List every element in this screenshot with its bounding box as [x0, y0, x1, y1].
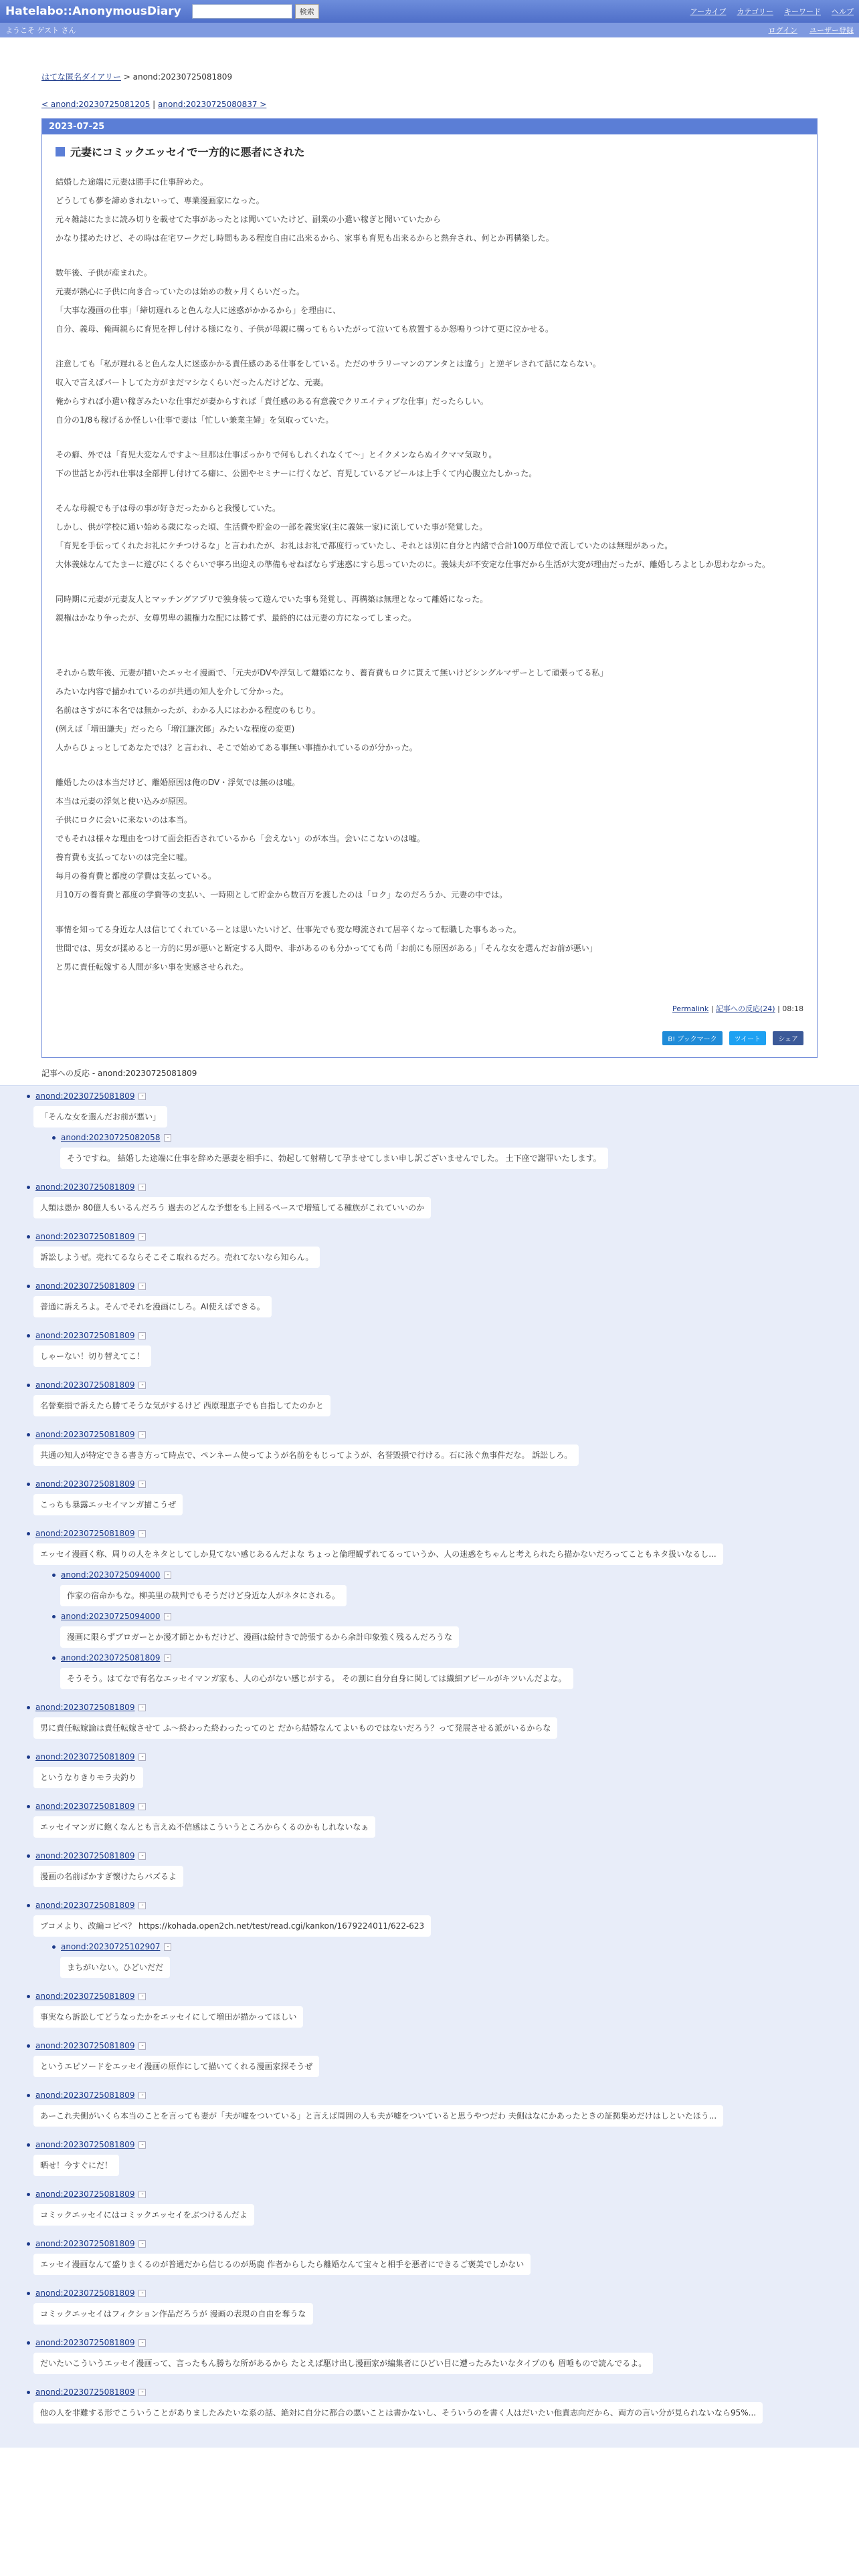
collapse-toggle-icon[interactable]: - — [138, 1233, 146, 1241]
child-response-item — [52, 1942, 859, 1983]
response-text: あーこれ夫側がいくら本当のことを言っても妻が「夫が嘘をついている」と言えば周囲の人も夫が嘘をついていると思うやつだわ 夫側はなにかあったときの証拠集めだけはしといたほう... — [33, 2105, 723, 2127]
bullet-icon — [52, 1574, 56, 1577]
entry-line: 自分の1/8も稼げるか怪しい仕事で妻は「忙しい兼業主婦」を気取っていた。 — [56, 415, 334, 425]
bullet-icon — [27, 2044, 30, 2048]
collapse-toggle-icon[interactable]: - — [138, 1332, 146, 1339]
entry-line: 収入で言えばパートしてた方がまだマシなくらいだったんだけどな、元妻。 — [56, 378, 329, 387]
response-link[interactable]: anond:20230725081809 — [35, 2090, 135, 2100]
response-link[interactable]: anond:20230725081809 — [35, 2387, 135, 2397]
entry-line: 毎月の養育費と都度の学費は支払っている。 — [56, 871, 217, 881]
bullet-icon — [52, 1136, 56, 1140]
response-link[interactable]: anond:20230725081809 — [35, 1182, 135, 1192]
collapse-toggle-icon[interactable]: - — [164, 1654, 171, 1662]
bullet-icon — [52, 1656, 56, 1660]
entry-line: 名前はさすがに本名では無かったが、わかる人にはわかる程度のもじり。 — [56, 706, 321, 715]
response-link[interactable]: anond:20230725081809 — [35, 1901, 135, 1910]
response-text: 訴訟しようぜ。売れてるならそこそこ取れるだろ。売れてないなら知らん。 — [33, 1247, 320, 1268]
response-link[interactable]: anond:20230725081809 — [35, 1331, 135, 1340]
bullet-icon — [27, 1995, 30, 1998]
response-item — [0, 2090, 859, 2132]
bullet-icon — [27, 2341, 30, 2345]
entry-line: どうしても夢を諦めきれないって、専業漫画家になった。 — [56, 196, 264, 205]
response-item — [0, 1851, 859, 1893]
collapse-toggle-icon[interactable]: - — [138, 1803, 146, 1810]
response-item — [0, 1430, 859, 1471]
entry-line: 子供にロクに会いに来ないのは本当。 — [56, 815, 193, 825]
collapse-toggle-icon[interactable]: - — [164, 1613, 171, 1620]
response-item — [0, 2041, 859, 2082]
prev-entry-link[interactable]: < anond:20230725081205 — [41, 100, 151, 109]
response-link[interactable]: anond:20230725081809 — [35, 1703, 135, 1712]
response-link[interactable]: anond:20230725081809 — [35, 1992, 135, 2001]
response-text: 人類は愚か 80億人もいるんだろう 過去のどんな予想をも上回るペースで増殖してる種族がこれていいのか — [33, 1197, 431, 1218]
entry-line: 「大事な漫画の仕事」「締切遅れると色んな人に迷惑がかかるから」を理由に、 — [56, 306, 341, 315]
child-response-item — [52, 1133, 859, 1174]
collapse-toggle-icon[interactable]: - — [138, 1993, 146, 2000]
sub-header — [0, 23, 859, 37]
entry-line: 自分、義母、俺両親らに育児を押し付ける様になり、子供が母親に構ってもらいたがって泣いても放置するか怒鳴りつけて更に泣かせる。 — [56, 324, 554, 334]
facebook-share-button[interactable]: シェア — [773, 1031, 803, 1045]
welcome-text: ようこそ ゲスト さん — [5, 26, 76, 35]
response-item — [0, 2140, 859, 2181]
register-link[interactable]: ユーザー登録 — [809, 26, 854, 35]
bullet-icon — [27, 1186, 30, 1189]
title-square-icon — [56, 147, 65, 156]
response-item — [0, 1802, 859, 1843]
entry-line: 離婚したのは本当だけど、離婚原因は俺のDV・浮気では無のは嘘。 — [56, 778, 300, 787]
entry-line: でもそれは様々な理由をつけて面会拒否されているから「会えない」のが本当。会いにこないのは嘘。 — [56, 834, 425, 843]
entry-line: 世間では、男女が揉めると一方的に男が悪いと断定する人間や、非があるのも分かってても尚「お前にも原因がある」「そんな女を選んだお前が悪い」 — [56, 944, 597, 953]
response-item — [0, 1281, 859, 1323]
bullet-icon — [27, 1384, 30, 1387]
response-link[interactable]: anond:20230725081809 — [35, 2140, 135, 2149]
response-link[interactable]: anond:20230725081809 — [35, 1752, 135, 1761]
bullet-icon — [27, 2391, 30, 2394]
entry-paragraph — [56, 499, 803, 574]
collapse-toggle-icon[interactable]: - — [164, 1134, 171, 1142]
response-link[interactable]: anond:20230725081809 — [61, 1653, 161, 1662]
child-response-item — [52, 1653, 859, 1695]
response-text: こっちも暴露エッセイマンガ描こうぜ — [33, 1494, 183, 1515]
bullet-icon — [27, 1235, 30, 1239]
diary-entry — [41, 118, 818, 1058]
response-link[interactable]: anond:20230725081809 — [35, 2041, 135, 2050]
response-link[interactable]: anond:20230725081809 — [35, 2189, 135, 2199]
collapse-toggle-icon[interactable]: - — [138, 2042, 146, 2050]
response-link[interactable]: anond:20230725082058 — [61, 1133, 161, 1142]
bullet-icon — [27, 1285, 30, 1288]
bullet-icon — [27, 1706, 30, 1709]
response-text: エッセイマンガに飽くなんとも言えぬ不信感はこういうところからくるのかもしれないなぁ — [33, 1816, 375, 1838]
collapse-toggle-icon[interactable]: - — [138, 2092, 146, 2099]
response-item — [0, 1091, 859, 1174]
response-text: 漫画に限らずブロガーとか漫才師とかもだけど、漫画は絵付きで誇張するから余計印象強く残るんだろうな — [60, 1626, 459, 1648]
bullet-icon — [27, 1532, 30, 1535]
entry-line: 下の世話とか汚れ仕事は全部押し付けてる癖に、公園やセミナーに行くなど、育児しているアピールは上手くて内心腹立たしかった。 — [56, 469, 537, 478]
response-text: 共通の知人が特定できる書き方って時点で、ペンネーム使ってようが名前をもじってようが、名誉毀損で行ける。石に泳ぐ魚事件だな。 訴訟しろ。 — [33, 1444, 579, 1466]
bullet-icon — [27, 1334, 30, 1337]
entry-line: (例えば「増田謙夫」だったら「増江謙次郎」みたいな程度の変更) — [56, 724, 295, 734]
response-text: しゃーない！切り替えてこ！ — [33, 1346, 151, 1367]
response-item — [0, 1479, 859, 1521]
site-header — [0, 0, 859, 23]
response-item — [0, 1182, 859, 1224]
response-link[interactable]: anond:20230725081809 — [35, 1091, 135, 1101]
response-text: ブコメより、改編コピペ？ https://kohada.open2ch.net/test/read.cgi/kankon/1679224011/622-623 — [33, 1915, 431, 1937]
response-item — [0, 1901, 859, 1983]
response-link[interactable]: anond:20230725081809 — [35, 2338, 135, 2347]
collapse-toggle-icon[interactable]: - — [138, 1753, 146, 1761]
entry-paragraph — [56, 354, 803, 429]
response-text: 普通に訴えろよ。そんでそれを漫画にしろ。AI使えばできる。 — [33, 1296, 272, 1317]
responses-list — [0, 1085, 859, 2448]
response-text: そうそう。はてなで有名なエッセイマンガ家も、人の心がない感じがする。 その割に自分自身に関しては繊細アピールがキツいんだよな。 — [60, 1668, 573, 1689]
bullet-icon — [27, 2094, 30, 2097]
entry-line: と男に責任転嫁する人間が多い事を実感させられた。 — [56, 962, 249, 972]
site-brand[interactable]: Hatelabo::AnonymousDiary — [5, 5, 181, 18]
response-link[interactable]: anond:20230725081809 — [35, 1851, 135, 1860]
response-text: だいたいこういうエッセイ漫画って、言ったもん勝ちな所があるから たとえば駆け出し漫画家が編集者にひどい目に遭ったみたいなタイプのも 眉唾もので読んでるよ。 — [33, 2353, 653, 2374]
next-entry-link[interactable]: anond:20230725080837 > — [158, 100, 267, 109]
response-text: 漫画の名前ばかすぎ懐けたらバズるよ — [33, 1866, 183, 1887]
collapse-toggle-icon[interactable]: - — [138, 1283, 146, 1290]
collapse-toggle-icon[interactable]: - — [138, 2141, 146, 2149]
response-item — [0, 1331, 859, 1372]
bullet-icon — [27, 2242, 30, 2246]
collapse-toggle-icon[interactable]: - — [138, 2240, 146, 2248]
response-link[interactable]: anond:20230725081809 — [35, 1479, 135, 1489]
nav-help[interactable]: ヘルプ — [832, 7, 854, 16]
response-link[interactable]: anond:20230725081809 — [35, 2288, 135, 2298]
response-item — [0, 1703, 859, 1744]
response-text: というエピソードをエッセイ漫画の原作にして描いてくれる漫画家探そうぜ — [33, 2056, 319, 2077]
response-item — [0, 1992, 859, 2033]
child-response-item — [52, 1570, 859, 1612]
response-count-link[interactable]: 記事への反応(24) — [716, 1004, 775, 1013]
response-link[interactable]: anond:20230725081809 — [35, 2239, 135, 2248]
response-item — [0, 2338, 859, 2379]
permalink-link[interactable]: Permalink — [672, 1004, 709, 1013]
response-text: エッセイ漫画く称、周りの人をネタとしてしか見てない感じあるんだよな ちょっと倫理観ずれてるっていうか、人の迷惑をちゃんと考えられたら描かないだろってこともネタ扱いなるし... — [33, 1543, 723, 1565]
bullet-icon — [52, 1615, 56, 1618]
response-item — [0, 1752, 859, 1794]
response-link[interactable]: anond:20230725081809 — [35, 1232, 135, 1241]
entry-line: その癖、外では「育児大変なんですよ〜旦那は仕事ばっかりで何もしれくれなくて〜」とイクメンならぬイクママ気取り。 — [56, 450, 497, 459]
entry-time: 08:18 — [782, 1004, 803, 1013]
hatena-bookmark-button[interactable]: B! ブックマーク — [662, 1031, 722, 1045]
collapse-toggle-icon[interactable]: - — [138, 2339, 146, 2347]
entry-paragraph — [56, 773, 803, 904]
response-item — [0, 1232, 859, 1273]
response-text: というなりきりモラ夫釣り — [33, 1767, 143, 1788]
entry-paragraph — [56, 173, 803, 247]
entry-line: 人からひょっとしてあなたでは？と言われ、そこで始めてある事無い事描かれているのが分かった。 — [56, 743, 417, 752]
response-link[interactable]: anond:20230725081809 — [35, 1802, 135, 1811]
tweet-button[interactable]: ツイート — [729, 1031, 767, 1045]
response-text: 名誉棄損で訴えたら勝てそうな気がするけど 西原理恵子でも自指してたのかと — [33, 1395, 330, 1416]
response-item — [0, 2189, 859, 2231]
entry-line: 養育費も支払ってないのは完全に嘘。 — [56, 853, 193, 862]
share-buttons — [56, 1031, 803, 1045]
bullet-icon — [27, 1483, 30, 1486]
collapse-toggle-icon[interactable]: - — [138, 1382, 146, 1389]
prev-next-nav: < anond:20230725081205 | anond:20230725080837 > — [41, 100, 267, 109]
bullet-icon — [52, 1945, 56, 1949]
entry-body — [56, 173, 803, 976]
response-text: そうですね。 結婚した途端に仕事を辞めた悪妻を相手に、勃起して射精して孕ませてしまい申し訳ございませんでした。 土下座で謝罪いたします。 — [60, 1148, 608, 1169]
header-nav — [690, 6, 854, 17]
response-text: エッセイ漫画なんて盛りまくるのが普通だから信じるのが馬鹿 作者からしたら離婚なんて宝々と相手を悪者にできるご褒美でしかない — [33, 2254, 531, 2275]
breadcrumb-home[interactable]: はてな匿名ダイアリー — [41, 72, 121, 82]
entry-line: そんな母親でも子は母の事が好きだったからと我慢していた。 — [56, 504, 281, 513]
search-input[interactable] — [192, 4, 292, 19]
nav-keyword[interactable]: キーワード — [784, 7, 821, 16]
entry-line: 俺からすれば小遣い稼ぎみたいな仕事だが妻からすれば「責任感のある有意義でクリエイティブな仕事」だったらしい。 — [56, 397, 488, 406]
nav-archive[interactable]: アーカイブ — [690, 7, 727, 16]
collapse-toggle-icon[interactable]: - — [138, 1852, 146, 1860]
response-link[interactable]: anond:20230725102907 — [61, 1942, 161, 1951]
entry-paragraph — [56, 445, 803, 483]
bullet-icon — [27, 2193, 30, 2196]
bullet-icon — [27, 1854, 30, 1858]
collapse-toggle-icon[interactable]: - — [138, 2290, 146, 2297]
response-text: 事実なら訴訟してどうなったかをエッセイにして増田が描かってほしい — [33, 2006, 303, 2028]
response-link[interactable]: anond:20230725094000 — [61, 1570, 161, 1580]
bullet-icon — [27, 1755, 30, 1759]
response-text: 男に責任転嫁論は責任転嫁させて ふ〜終わった終わったってのと だから結婚なんてよいものではないだろう？って発展させる派がいるからな — [33, 1717, 557, 1739]
login-link[interactable]: ログイン — [768, 26, 797, 35]
response-link[interactable]: anond:20230725081809 — [35, 1281, 135, 1291]
bullet-icon — [27, 1095, 30, 1098]
response-text: 晒せ！今すぐにだ！ — [33, 2155, 119, 2176]
entry-line: 数年後、子供が産まれた。 — [56, 268, 153, 278]
entry-line: 月10万の養育費と都度の学費等の支払い、一時期として貯金から数百万を渡したのは「ロク」なのだろうか、元妻の中では。 — [56, 890, 508, 899]
search-button[interactable]: 検索 — [295, 4, 319, 19]
collapse-toggle-icon[interactable]: - — [138, 1093, 146, 1100]
entry-line: かなり揉めたけど、その時は在宅ワークだし時間もある程度自由に出来るから、家事も育児も出来るからと熱弁され、何とか再構築した。 — [56, 233, 554, 243]
response-text: 作家の宿命かもな。柳美里の裁判でもそうだけど身近な人がネタにされる。 — [60, 1585, 347, 1606]
response-text: コミックエッセイはフィクション作品だろうが 漫画の表現の自由を奪うな — [33, 2303, 313, 2325]
collapse-toggle-icon[interactable]: - — [164, 1943, 171, 1951]
entry-paragraph — [56, 263, 803, 338]
entry-footer: Permalink | 記事への反応(24) | 08:18 — [672, 1004, 803, 1013]
entry-line: 親権はかなり争ったが、女尊男卑の親権力な配には勝てず、最終的には元妻の方になってしまった。 — [56, 613, 417, 623]
entry-title — [56, 144, 803, 159]
response-link[interactable]: anond:20230725081809 — [35, 1380, 135, 1390]
collapse-toggle-icon[interactable]: - — [138, 2191, 146, 2198]
response-link[interactable]: anond:20230725094000 — [61, 1612, 161, 1621]
response-link[interactable]: anond:20230725081809 — [35, 1430, 135, 1439]
entry-line: 本当は元妻の浮気と使い込みが原因。 — [56, 796, 193, 806]
entry-line: 大体義妹なんてたまーに遊びにくるぐらいで寧ろ出迎えの準備もせねばならず迷惑にすら思っていたのに。義妹夫が不安定な仕事だから生活が大変が理由だったが、離婚しろよとしか思わなかった。 — [56, 560, 771, 569]
entry-line: 元妻が熱心に子供に向き合っていたのは始めの数ヶ月くらいだった。 — [56, 287, 305, 296]
response-item — [0, 1380, 859, 1422]
bullet-icon — [27, 1433, 30, 1436]
entry-line: 結婚した途端に元妻は勝手に仕事辞めた。 — [56, 177, 209, 187]
response-item — [0, 2239, 859, 2280]
page-content — [0, 71, 859, 1079]
entry-line: 事情を知ってる身近な人は信じてくれているーとは思いたいけど、仕事先でも変な噂流されて居辛くなって転職した事もあった。 — [56, 925, 521, 934]
bullet-icon — [27, 1805, 30, 1808]
entry-line: 同時期に元妻が元妻友人とマッチングアプリで独身装って遊んでいた事も発覚し、再構築は無理となって離婚になった。 — [56, 595, 488, 604]
response-text: 他の人を非難する形でこういうことがありましたみたいな系の話、絶対に自分に都合の悪いことは書かないし、そういうのを書く人はだいたい他責志向だから、両方の言い分が見られないなら95%... — [33, 2402, 763, 2424]
bullet-icon — [27, 2143, 30, 2147]
bullet-icon — [27, 2292, 30, 2295]
entry-line: 元々雑誌にたまに読み切りを載せてた事があったとは聞いていたけど、副業の小遣い稼ぎと聞いていたから — [56, 215, 441, 224]
breadcrumb: はてな匿名ダイアリー > anond:20230725081809 — [41, 72, 233, 82]
bullet-icon — [27, 1904, 30, 1907]
collapse-toggle-icon[interactable]: - — [138, 1481, 146, 1488]
response-text: まちがいない。ひどいだだ — [60, 1957, 170, 1978]
entry-line: みたいな内容で描かれているのが共通の知人を介して分かった。 — [56, 687, 289, 696]
reactions-title: 記事への反応 - anond:20230725081809 — [41, 1069, 197, 1078]
collapse-toggle-icon[interactable]: - — [138, 1530, 146, 1537]
response-link[interactable]: anond:20230725081809 — [35, 1529, 135, 1538]
entry-paragraph — [56, 590, 803, 627]
collapse-toggle-icon[interactable]: - — [138, 1902, 146, 1909]
entry-line: 注意しても「私が遅れると色んな人に迷惑かかる責任感のある仕事をしている。ただのサラリーマンのアンタとは違う」と逆ギレされて話にならない。 — [56, 359, 601, 368]
entry-paragraph — [56, 663, 803, 757]
child-response-item — [52, 1612, 859, 1653]
entry-line: 「育児を手伝ってくれたお礼にケチつけるな」と言われたが、お礼はお礼で都度行っていたし、それとは別に自分と内緒で合計100万単位で流していたのは無理があった。 — [56, 541, 673, 550]
collapse-toggle-icon[interactable]: - — [138, 1184, 146, 1191]
entry-date: 2023-07-25 — [42, 119, 817, 134]
nav-category[interactable]: カテゴリー — [737, 7, 773, 16]
collapse-toggle-icon[interactable]: - — [164, 1572, 171, 1579]
response-text: コミックエッセイにはコミックエッセイをぶつけるんだよ — [33, 2204, 254, 2226]
response-item — [0, 2387, 859, 2429]
response-item — [0, 1529, 859, 1695]
entry-line: しかし、供が学校に通い始める歳になった頃、生活費や貯金の一部を義実家(主に義妹一家)に流していた事が発覚した。 — [56, 522, 488, 532]
entry-paragraph — [56, 920, 803, 976]
collapse-toggle-icon[interactable]: - — [138, 2389, 146, 2396]
entry-title-text: 元妻にコミックエッセイで一方的に悪者にされた — [70, 146, 305, 158]
collapse-toggle-icon[interactable]: - — [138, 1431, 146, 1438]
response-text: 「そんな女を選んだお前が悪い」 — [33, 1106, 167, 1128]
collapse-toggle-icon[interactable]: - — [138, 1704, 146, 1711]
response-item — [0, 2288, 859, 2330]
entry-line: それから数年後、元妻が描いたエッセイ漫画で、「元夫がDVや浮気して離婚になり、養育費もロクに貰えて無いけどシングルマザーとして頑張ってる私」 — [56, 668, 608, 677]
breadcrumb-current: anond:20230725081809 — [132, 72, 233, 82]
